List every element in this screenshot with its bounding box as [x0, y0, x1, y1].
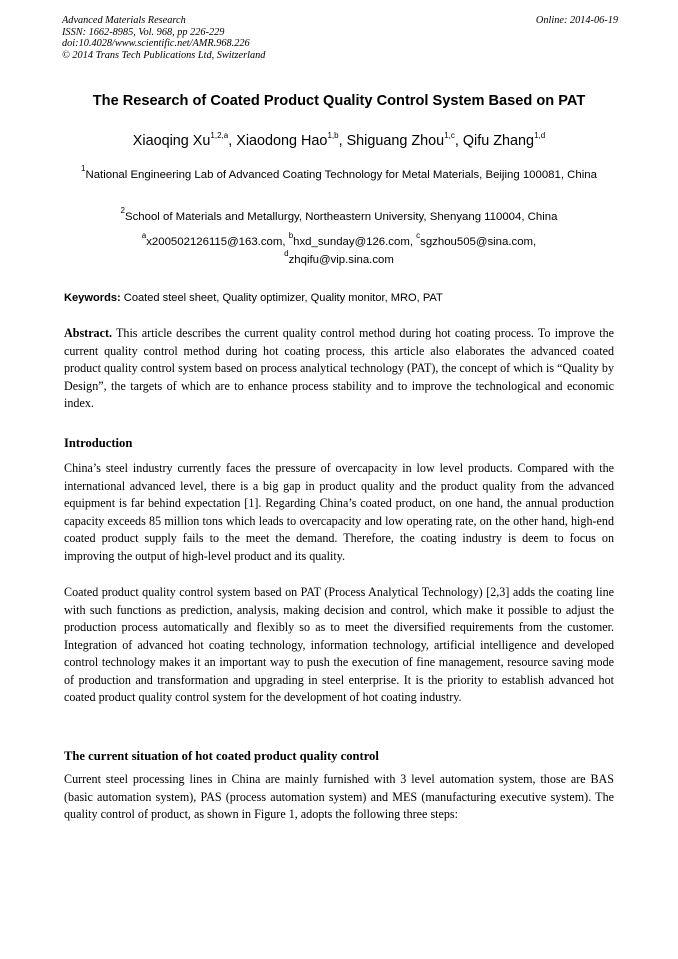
email-mark: c [416, 231, 421, 240]
author-affiliation-mark: 1,2,a [210, 131, 229, 140]
online-date: Online: 2014-06-19 [535, 15, 618, 26]
email-address[interactable]: hxd_sunday@126.com, [293, 236, 417, 248]
author-name: Xiaodong Hao [236, 133, 328, 149]
email-mark: a [141, 231, 147, 240]
introduction-paragraph-2: Coated product quality control system based on PAT (Process Analytical Technology) [2,3] adds the coating line with such functions as prediction, analysis, making decision and control, which make it possible to adjust the production process automatically and flexibly so as to meet the diversified requirements from the customer. Integration of advanced hot coating technology, information technology, artificial intelligence and developed control technology makes it an important way to push the execution of fine management, resource saving mode of production and transformation and upgrading in steel enterprise. It is the priority to establish advanced hot coated product quality control system for the development of hot coating industry. [64, 585, 614, 704]
abstract [64, 325, 614, 413]
affiliation-text: National Engineering Lab of Advanced Coating Technology for Metal Materials, Beijing 100081, China [85, 169, 597, 181]
abstract-label: Abstract. [64, 326, 113, 340]
doi-line[interactable]: doi:10.4028/www.scientific.net/AMR.968.226 [62, 38, 250, 50]
affiliation-1 [62, 166, 616, 184]
email-address[interactable]: sgzhou505@sina.com, [420, 236, 537, 248]
section-heading-introduction: Introduction [64, 436, 133, 450]
author-affiliation-mark: 1,d [534, 131, 546, 140]
paper-title: The Research of Coated Product Quality Control System Based on PAT [92, 93, 586, 109]
issn-line: ISSN: 1662-8985, Vol. 968, pp 226-229 [62, 26, 225, 38]
author-emails [62, 233, 616, 269]
keywords [64, 290, 616, 306]
email-mark: d [284, 249, 289, 258]
author-affiliation-mark: 1,b [327, 131, 339, 140]
copyright-line: © 2014 Trans Tech Publications Ltd, Switzerland [62, 49, 266, 61]
author-separator: , [228, 133, 237, 149]
journal-name: Advanced Materials Research [62, 15, 186, 26]
keywords-text: Coated steel sheet, Quality optimizer, Quality monitor, MRO, PAT [120, 292, 443, 304]
affiliation-mark: 2 [120, 206, 125, 215]
abstract-text: This article describes the current quality control method during hot coating process. To improve the current quality control method during hot coating process, this article also elaborates the advanced coated product quality control system based on process analytical technology (PAT), the concept of which is “Quality by Design”, the targets of which are to enhance process stability and to improve the technological and economic index. [64, 326, 614, 410]
affiliation-mark: 1 [81, 164, 86, 173]
current-situation-paragraph: Current steel processing lines in China are mainly furnished with 3 level automation system, those are BAS (basic automation system), PAS (process automation system) and MES (manufacturing executive system). The quality control of product, as shown in Figure 1, adopts the following three steps: [64, 772, 614, 821]
author-name: Shiguang Zhou [346, 133, 445, 149]
journal-header [62, 15, 618, 61]
email-mark: b [288, 231, 294, 240]
section-heading-current-situation: The current situation of hot coated product quality control [64, 749, 379, 763]
email-address[interactable]: zhqifu@vip.sina.com [288, 254, 394, 266]
author-affiliation-mark: 1,c [444, 131, 455, 140]
affiliation-2 [62, 208, 616, 226]
author-list [40, 131, 638, 151]
author-name: Qifu Zhang [462, 133, 535, 149]
introduction-paragraph-1: China’s steel industry currently faces the pressure of overcapacity in low level products. Compared with the international advanced level, there is a big gap in product quality and the product quality from the advanced equipment is far behind expectation [1]. Regarding China’s coated product, on one hand, the annual production capacity exceeds 85 million tons which leads to overcapacity and low operating rate, on the other hand, high-end coated product supply fails to the meet the demand. Therefore, the coating industry is deem to focus on improving the output of high-level product and its quality. [64, 461, 614, 563]
email-address[interactable]: x200502126115@163.com, [146, 236, 289, 248]
author-name: Xiaoqing Xu [132, 133, 211, 149]
affiliation-text: School of Materials and Metallurgy, Northeastern University, Shenyang 110004, China [125, 211, 558, 223]
author-separator: , [454, 133, 463, 149]
author-separator: , [338, 133, 347, 149]
keywords-label: Keywords: [64, 292, 121, 304]
